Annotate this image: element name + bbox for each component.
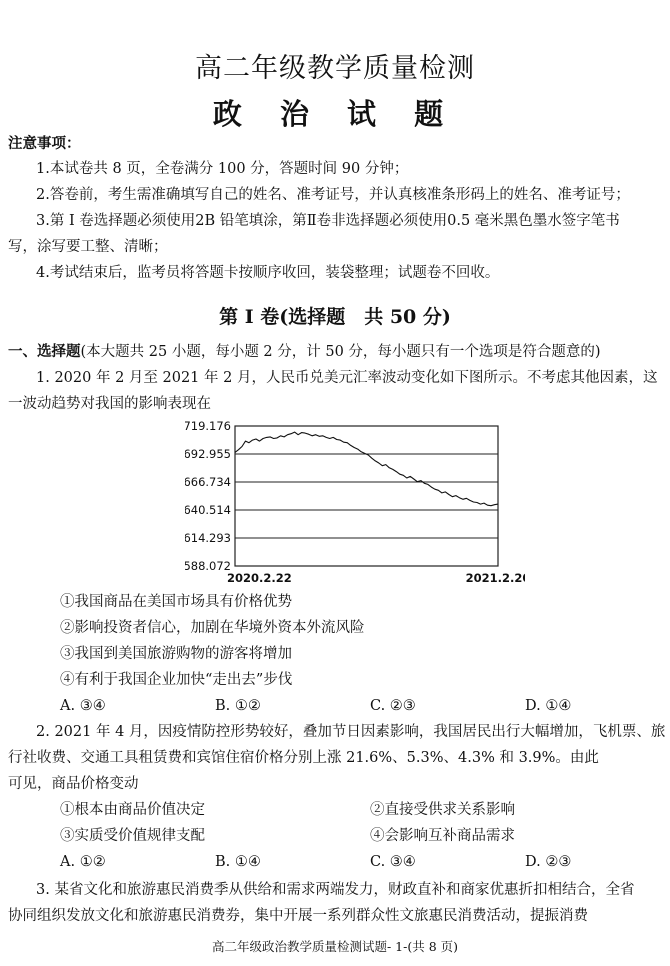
section-title: 第 Ⅰ 卷(选择题 共 50 分) — [219, 306, 451, 328]
notice-item: 4.考试结束后，监考员将答题卡按顺序收回，装袋整理；试题卷不回收。 — [36, 265, 500, 281]
question-2-stem: 2. 2021 年 4 月，因疫情防控形势较好，叠加节日因素影响，我国居民出行大幅增加，飞机票、旅 — [36, 724, 666, 740]
notice-item: 1.本试卷共 8 页，全卷满分 100 分，答题时间 90 分钟； — [36, 161, 409, 177]
question-2-option: ②直接受供求关系影响 — [370, 802, 515, 818]
y-tick-label: 666.734 — [185, 475, 231, 490]
series-line — [235, 432, 498, 506]
plot-frame — [235, 426, 498, 566]
question-1-option: ②影响投资者信心，加剧在华境外资本外流风险 — [60, 620, 365, 636]
exchange-rate-chart — [185, 412, 525, 587]
exam-subject-title: 政 治 试 题 — [212, 97, 458, 131]
question-1-stem-cont: 一波动趋势对我国的影响表现在 — [8, 396, 211, 412]
question-3-stem-cont: 协同组织发放文化和旅游惠民消费券，集中开展一系列群众性文旅惠民消费活动，提振消费 — [8, 908, 588, 924]
question-1-choice-c: C. ②③ — [370, 698, 416, 714]
question-1-stem: 1. 2020 年 2 月至 2021 年 2 月，人民币兑美元汇率波动变化如下图所示。不考虑其他因素，这 — [36, 370, 658, 386]
question-1-choice-a: A. ③④ — [60, 698, 106, 714]
question-2-option: ④会影响互补商品需求 — [370, 828, 515, 844]
question-2-choice-d: D. ②③ — [525, 854, 572, 870]
notice-label: 注意事项： — [8, 135, 81, 152]
notice-item: 2.答卷前，考生需准确填写自己的姓名、准考证号，并认真核准条形码上的姓名、准考证号； — [36, 187, 630, 203]
notice-item: 写，涂写要工整、清晰； — [8, 239, 168, 255]
question-1-choice-b: B. ①② — [215, 698, 261, 714]
question-2-option: ①根本由商品价值决定 — [60, 802, 205, 818]
part-description: (本大题共 25 小题，每小题 2 分，计 50 分，每小题只有一个选项是符合题意的) — [80, 344, 601, 360]
x-tick-label: 2021.2.20 — [465, 571, 525, 585]
y-tick-label: 640.514 — [185, 502, 231, 517]
question-1-option: ③我国到美国旅游购物的游客将增加 — [60, 646, 292, 662]
y-tick-label: 614.293 — [185, 530, 231, 545]
page-footer: 高二年级政治教学质量检测试题- 1-(共 8 页) — [211, 939, 459, 954]
y-tick-label: 692.955 — [185, 447, 231, 462]
question-3-stem: 3. 某省文化和旅游惠民消费季从供给和需求两端发力，财政直补和商家优惠折扣相结合，全省 — [36, 882, 635, 898]
exam-title: 高二年级教学质量检测 — [195, 53, 475, 84]
question-1-option: ①我国商品在美国市场具有价格优势 — [60, 594, 292, 610]
question-2-stem-cont: 行社收费、交通工具租赁费和宾馆住宿价格分别上涨 21.6%、5.3%、4.3% 和 3.9%。由此 — [8, 750, 599, 766]
notice-item: 3.第 Ⅰ 卷选择题必须使用2B 铅笔填涂，第Ⅱ卷非选择题必须使用0.5 毫米黑色墨水签字笔书 — [36, 213, 620, 229]
question-2-choice-c: C. ③④ — [370, 854, 416, 870]
y-tick-label: 719.176 — [185, 419, 231, 433]
question-2-option: ③实质受价值规律支配 — [60, 828, 205, 844]
part-label: 一、选择题 — [8, 343, 81, 360]
question-2-stem-cont: 可见，商品价格变动 — [8, 776, 139, 792]
part-heading — [8, 342, 601, 362]
question-2-choice-a: A. ①② — [60, 854, 106, 870]
question-1-option: ④有利于我国企业加快“走出去”步伐 — [60, 672, 293, 688]
question-1-choice-d: D. ①④ — [525, 698, 572, 714]
y-tick-label: 588.072 — [185, 559, 231, 573]
chart-svg — [185, 412, 525, 587]
question-2-choice-b: B. ①④ — [215, 854, 261, 870]
x-tick-label: 2020.2.22 — [227, 571, 292, 585]
